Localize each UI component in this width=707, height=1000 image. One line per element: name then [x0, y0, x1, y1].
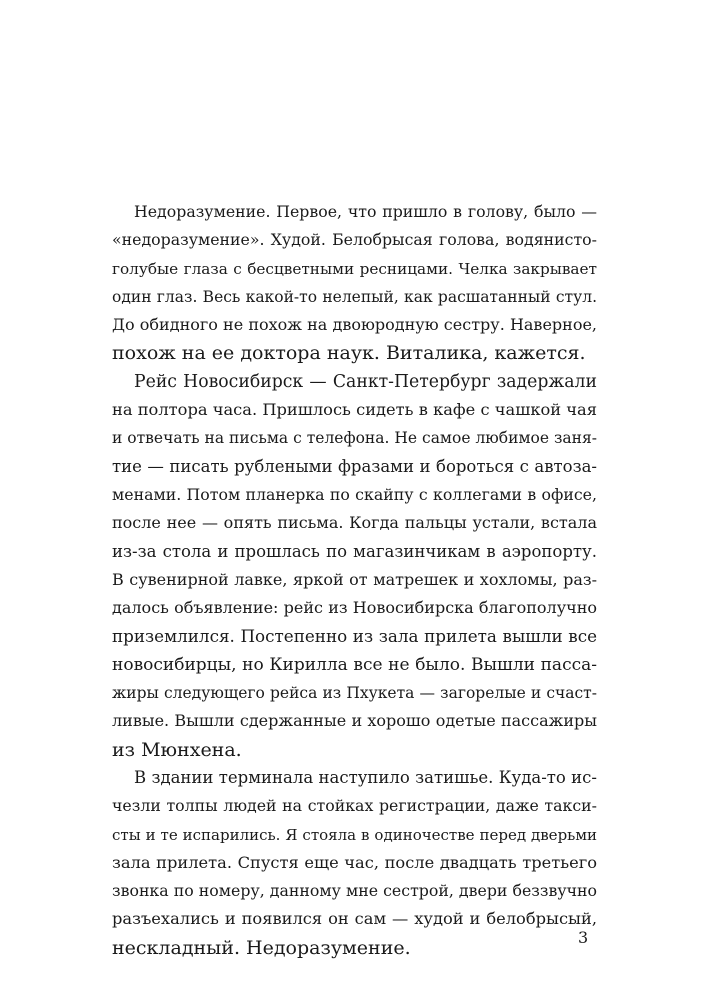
text-line: До обидного не похож на двоюродную сестру. Наверное, — [112, 315, 597, 335]
text-line: «недоразумение». Худой. Белобрысая голова, водянисто- — [112, 230, 597, 250]
text-line: из-за стола и прошлась по магазинчикам в аэропорту. — [112, 541, 597, 561]
text-line: В сувенирной лавке, яркой от матрешек и хохломы, раз- — [112, 569, 597, 589]
text-line: на полтора часа. Пришлось сидеть в кафе с чашкой чая — [112, 400, 597, 420]
text-line: новосибирцы, но Кирилла все не было. Вышли пасса- — [112, 654, 597, 675]
text-line: сты и те испарились. Я стояла в одиночестве перед дверьми — [112, 825, 597, 844]
text-line: разъехались и появился он сам — худой и белобрысый, — [112, 909, 597, 929]
text-line: после нее — опять письма. Когда пальцы устали, встала — [112, 513, 597, 533]
page-number: 3 — [578, 928, 589, 947]
text-line: В здании терминала наступило затишье. Куда-то ис- — [134, 767, 597, 787]
text-line: далось объявление: рейс из Новосибирска благополучно — [112, 598, 597, 618]
text-line: приземлился. Постепенно из зала прилета вышли все — [112, 626, 597, 647]
text-line: из Мюнхена. — [112, 738, 242, 761]
paragraph — [112, 198, 597, 368]
text-line: Рейс Новосибирск — Санкт-Петербург задержали — [134, 371, 597, 392]
text-line: один глаз. Весь какой-то нелепый, как расшатанный стул. — [112, 287, 597, 306]
paragraph — [112, 764, 597, 962]
text-line: жиры следующего рейса из Пхукета — загорелые и счаст- — [112, 684, 597, 703]
text-line: менами. Потом планерка по скайпу с коллегами в офисе, — [112, 484, 597, 504]
text-line: тие — писать рублеными фразами и бороться с автоза- — [112, 456, 597, 476]
text-line: Недоразумение. Первое, что пришло в голову, было — — [134, 202, 597, 221]
text-line: чезли толпы людей на стойках регистрации, даже такси- — [112, 796, 597, 816]
body-text — [112, 198, 597, 962]
text-line: звонка по номеру, данному мне сестрой, двери беззвучно — [112, 881, 597, 901]
text-line: нескладный. Недоразумение. — [112, 936, 411, 959]
text-line: ливые. Вышли сдержанные и хорошо одетые пассажиры — [112, 711, 597, 731]
text-line: зала прилета. Спустя еще час, после двадцать третьего — [112, 852, 597, 872]
text-line: похож на ее доктора наук. Виталика, кажется. — [112, 342, 586, 365]
text-line: и отвечать на письма с телефона. Не самое любимое заня- — [112, 429, 597, 448]
text-line: голубые глаза с бесцветными ресницами. Челка закрывает — [112, 259, 597, 278]
paragraph — [112, 368, 597, 764]
